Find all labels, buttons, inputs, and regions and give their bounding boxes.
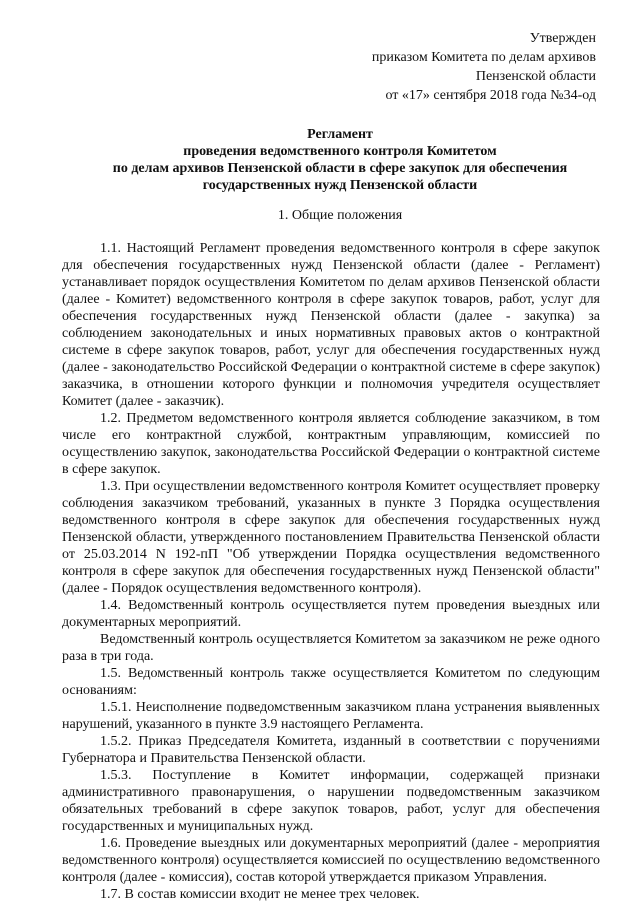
- paragraph-1-4-frequency: Ведомственный контроль осуществляется Комитетом за заказчиком не реже одного раза в три года.: [62, 632, 600, 664]
- paragraph-1-5-2: 1.5.2. Приказ Председателя Комитета, изданный в соответствии с поручениями Губернатора и Правительства Пензенской области.: [62, 734, 600, 766]
- approval-line-1: Утвержден: [529, 31, 596, 46]
- paragraph-1-5-1: 1.5.1. Неисполнение подведомственным заказчиком плана устранения выявленных нарушений, указанного в пункте 3.9 настоящего Регламента.: [62, 700, 600, 732]
- title-line-2: проведения ведомственного контроля Комитетом: [183, 144, 497, 159]
- approval-line-3: Пензенской области: [475, 69, 596, 84]
- paragraph-1-2: 1.2. Предметом ведомственного контроля является соблюдение заказчиком, в том числе его контрактной службой, контрактным управляющим, комиссией по осуществлению закупок, законодательства Российской Федерации о контрактной системе в сфере закупок.: [62, 411, 600, 477]
- title-line-1: Регламент: [307, 127, 373, 142]
- paragraph-1-4: 1.4. Ведомственный контроль осуществляется путем проведения выездных или документарных мероприятий.: [62, 598, 600, 630]
- title-line-4: государственных нужд Пензенской области: [202, 178, 478, 193]
- paragraph-1-7: 1.7. В состав комиссии входит не менее трех человек.: [100, 887, 420, 902]
- approval-line-4: от «17» сентября 2018 года №34-од: [385, 88, 596, 103]
- paragraph-1-5-3: 1.5.3. Поступление в Комитет информации, содержащей признаки административного правонарушения, о нарушении подведомственным заказчиком обязательных требований в сфере закупок товаров, работ, услуг для обеспечения государственных и муниципальных нужд.: [62, 768, 600, 834]
- title-line-3: по делам архивов Пензенской области в сфере закупок для обеспечения: [112, 161, 568, 176]
- document-title: [60, 126, 620, 194]
- section-heading: 1. Общие положения: [277, 208, 403, 223]
- paragraph-1-1: 1.1. Настоящий Регламент проведения ведомственного контроля в сфере закупок для обеспечения государственных нужд Пензенской области (далее - Регламент) устанавливает порядок осуществления Комитетом по делам архивов Пензенской области (далее - Комитет) ведомственного контроля в сфере закупок товаров, работ, услуг для обеспечения государственных нужд Пензенской области (далее - закупка) за соблюдением законодательных и иных нормативных правовых актов о контрактной системе в сфере закупок товаров, работ, услуг для обеспечения государственных нужд (далее - законодательство Российской Федерации о контрактной системе в сфере закупок) заказчика, в отношении которого функции и полномочия учредителя осуществляет Комитет (далее - заказчик).: [62, 241, 600, 409]
- approval-line-2: приказом Комитета по делам архивов: [371, 50, 596, 65]
- paragraph-1-3: 1.3. При осуществлении ведомственного контроля Комитет осуществляет проверку соблюдения заказчиком требований, указанных в пункте 3 Порядка осуществления ведомственного контроля в сфере закупок для обеспечения государственных нужд Пензенской области, утвержденного постановлением Правительства Пензенской области от 25.03.2014 N 192-пП "Об утверждении Порядка осуществления ведомственного контроля в сфере закупок для обеспечения государственных нужд Пензенской области" (далее - Порядок осуществления ведомственного контроля).: [62, 479, 600, 596]
- approval-stamp: [360, 30, 596, 106]
- paragraph-1-6: 1.6. Проведение выездных или документарных мероприятий (далее - мероприятия ведомственного контроля) осуществляется комиссией по осуществлению ведомственного контроля (далее - комиссия), состав которой утверждается приказом Управления.: [62, 836, 600, 885]
- paragraph-1-5: 1.5. Ведомственный контроль также осуществляется Комитетом по следующим основаниям:: [62, 666, 600, 698]
- document-body: [62, 240, 600, 903]
